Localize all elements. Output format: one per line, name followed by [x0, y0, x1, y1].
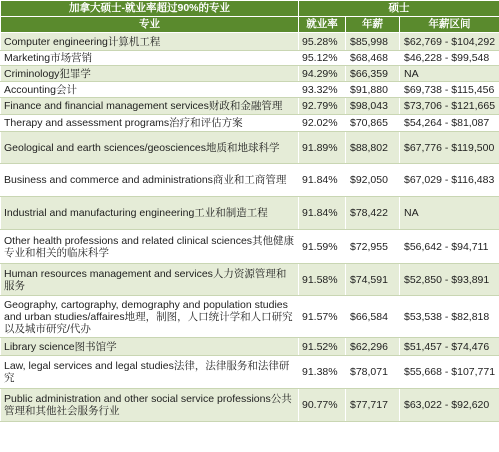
table-body — [1, 33, 499, 422]
salary-cell: $85,998 — [346, 33, 400, 51]
rate-cell: 95.28% — [299, 33, 346, 51]
major-cell: Therapy and assessment programs治疗和评估方案 — [1, 115, 299, 132]
column-header-range: 年薪区间 — [400, 17, 499, 33]
table-row — [1, 338, 499, 356]
salary-range-cell: $52,850 - $93,891 — [400, 264, 499, 296]
table-row — [1, 164, 499, 197]
salary-range-cell: NA — [400, 66, 499, 82]
table-row — [1, 66, 499, 82]
rate-cell: 91.59% — [299, 230, 346, 264]
rate-cell: 92.02% — [299, 115, 346, 132]
salary-cell: $78,422 — [346, 197, 400, 230]
salary-range-cell: $62,769 - $104,292 — [400, 33, 499, 51]
salary-cell: $78,071 — [346, 356, 400, 389]
salary-cell: $62,296 — [346, 338, 400, 356]
salary-cell: $88,802 — [346, 132, 400, 164]
rate-cell: 91.89% — [299, 132, 346, 164]
salary-cell: $91,880 — [346, 82, 400, 98]
rate-cell: 95.12% — [299, 51, 346, 66]
rate-cell: 91.52% — [299, 338, 346, 356]
table-title: 加拿大硕士-就业率超过90%的专业 — [1, 1, 299, 17]
salary-range-cell: $67,776 - $119,500 — [400, 132, 499, 164]
salary-cell: $72,955 — [346, 230, 400, 264]
rate-cell: 91.57% — [299, 296, 346, 338]
rate-cell: 93.32% — [299, 82, 346, 98]
major-cell: Industrial and manufacturing engineering工业和制造工程 — [1, 197, 299, 230]
salary-range-cell: $51,457 - $74,476 — [400, 338, 499, 356]
major-cell: Business and commerce and administrations商业和工商管理 — [1, 164, 299, 197]
salary-cell: $98,043 — [346, 98, 400, 115]
major-cell: Public administration and other social service professions公共管理和其他社会服务行业 — [1, 389, 299, 422]
salary-range-cell: $67,029 - $116,483 — [400, 164, 499, 197]
major-cell: Library science图书馆学 — [1, 338, 299, 356]
salary-range-cell: $55,668 - $107,771 — [400, 356, 499, 389]
salary-range-cell: $63,022 - $92,620 — [400, 389, 499, 422]
rate-cell: 91.84% — [299, 164, 346, 197]
major-cell: Human resources management and services人力资源管理和服务 — [1, 264, 299, 296]
major-cell: Finance and financial management services财政和金融管理 — [1, 98, 299, 115]
salary-range-cell: $46,228 - $99,548 — [400, 51, 499, 66]
rate-cell: 91.58% — [299, 264, 346, 296]
salary-range-cell: $54,264 - $81,087 — [400, 115, 499, 132]
table-row — [1, 296, 499, 338]
table-row — [1, 132, 499, 164]
salary-cell: $68,468 — [346, 51, 400, 66]
table-row — [1, 389, 499, 422]
table-row — [1, 98, 499, 115]
salary-range-cell: $73,706 - $121,665 — [400, 98, 499, 115]
major-cell: Computer engineering计算机工程 — [1, 33, 299, 51]
salary-range-cell: NA — [400, 197, 499, 230]
table-row — [1, 264, 499, 296]
salary-range-cell: $56,642 - $94,711 — [400, 230, 499, 264]
salary-cell: $66,359 — [346, 66, 400, 82]
table-row — [1, 82, 499, 98]
table-row — [1, 230, 499, 264]
major-cell: Law, legal services and legal studies法律，法律服务和法律研究 — [1, 356, 299, 389]
rate-cell: 91.38% — [299, 356, 346, 389]
major-cell: Accounting会计 — [1, 82, 299, 98]
rate-cell: 94.29% — [299, 66, 346, 82]
major-cell: Criminology犯罪学 — [1, 66, 299, 82]
salary-cell: $66,584 — [346, 296, 400, 338]
rate-cell: 92.79% — [299, 98, 346, 115]
rate-cell: 91.84% — [299, 197, 346, 230]
rate-cell: 90.77% — [299, 389, 346, 422]
major-cell: Marketing市场营销 — [1, 51, 299, 66]
salary-cell: $77,717 — [346, 389, 400, 422]
table-row — [1, 356, 499, 389]
salary-cell: $70,865 — [346, 115, 400, 132]
salary-range-cell: $53,538 - $82,818 — [400, 296, 499, 338]
major-cell: Geological and earth sciences/geosciences地质和地球科学 — [1, 132, 299, 164]
major-cell: Geography, cartography, demography and population studies and urban studies/affaires地理，制图，人口统计学和人口研究以及城市研究/代办 — [1, 296, 299, 338]
column-header-salary: 年薪 — [346, 17, 400, 33]
table-row — [1, 115, 499, 132]
major-cell: Other health professions and related clinical sciences其他健康专业和相关的临床科学 — [1, 230, 299, 264]
salary-cell: $92,050 — [346, 164, 400, 197]
table-row — [1, 197, 499, 230]
column-header-rate: 就业率 — [299, 17, 346, 33]
table-row — [1, 33, 499, 51]
group-header-master: 硕士 — [299, 1, 499, 17]
salary-range-cell: $69,738 - $115,456 — [400, 82, 499, 98]
salary-cell: $74,591 — [346, 264, 400, 296]
table-row — [1, 51, 499, 66]
column-header-major: 专业 — [1, 17, 299, 33]
